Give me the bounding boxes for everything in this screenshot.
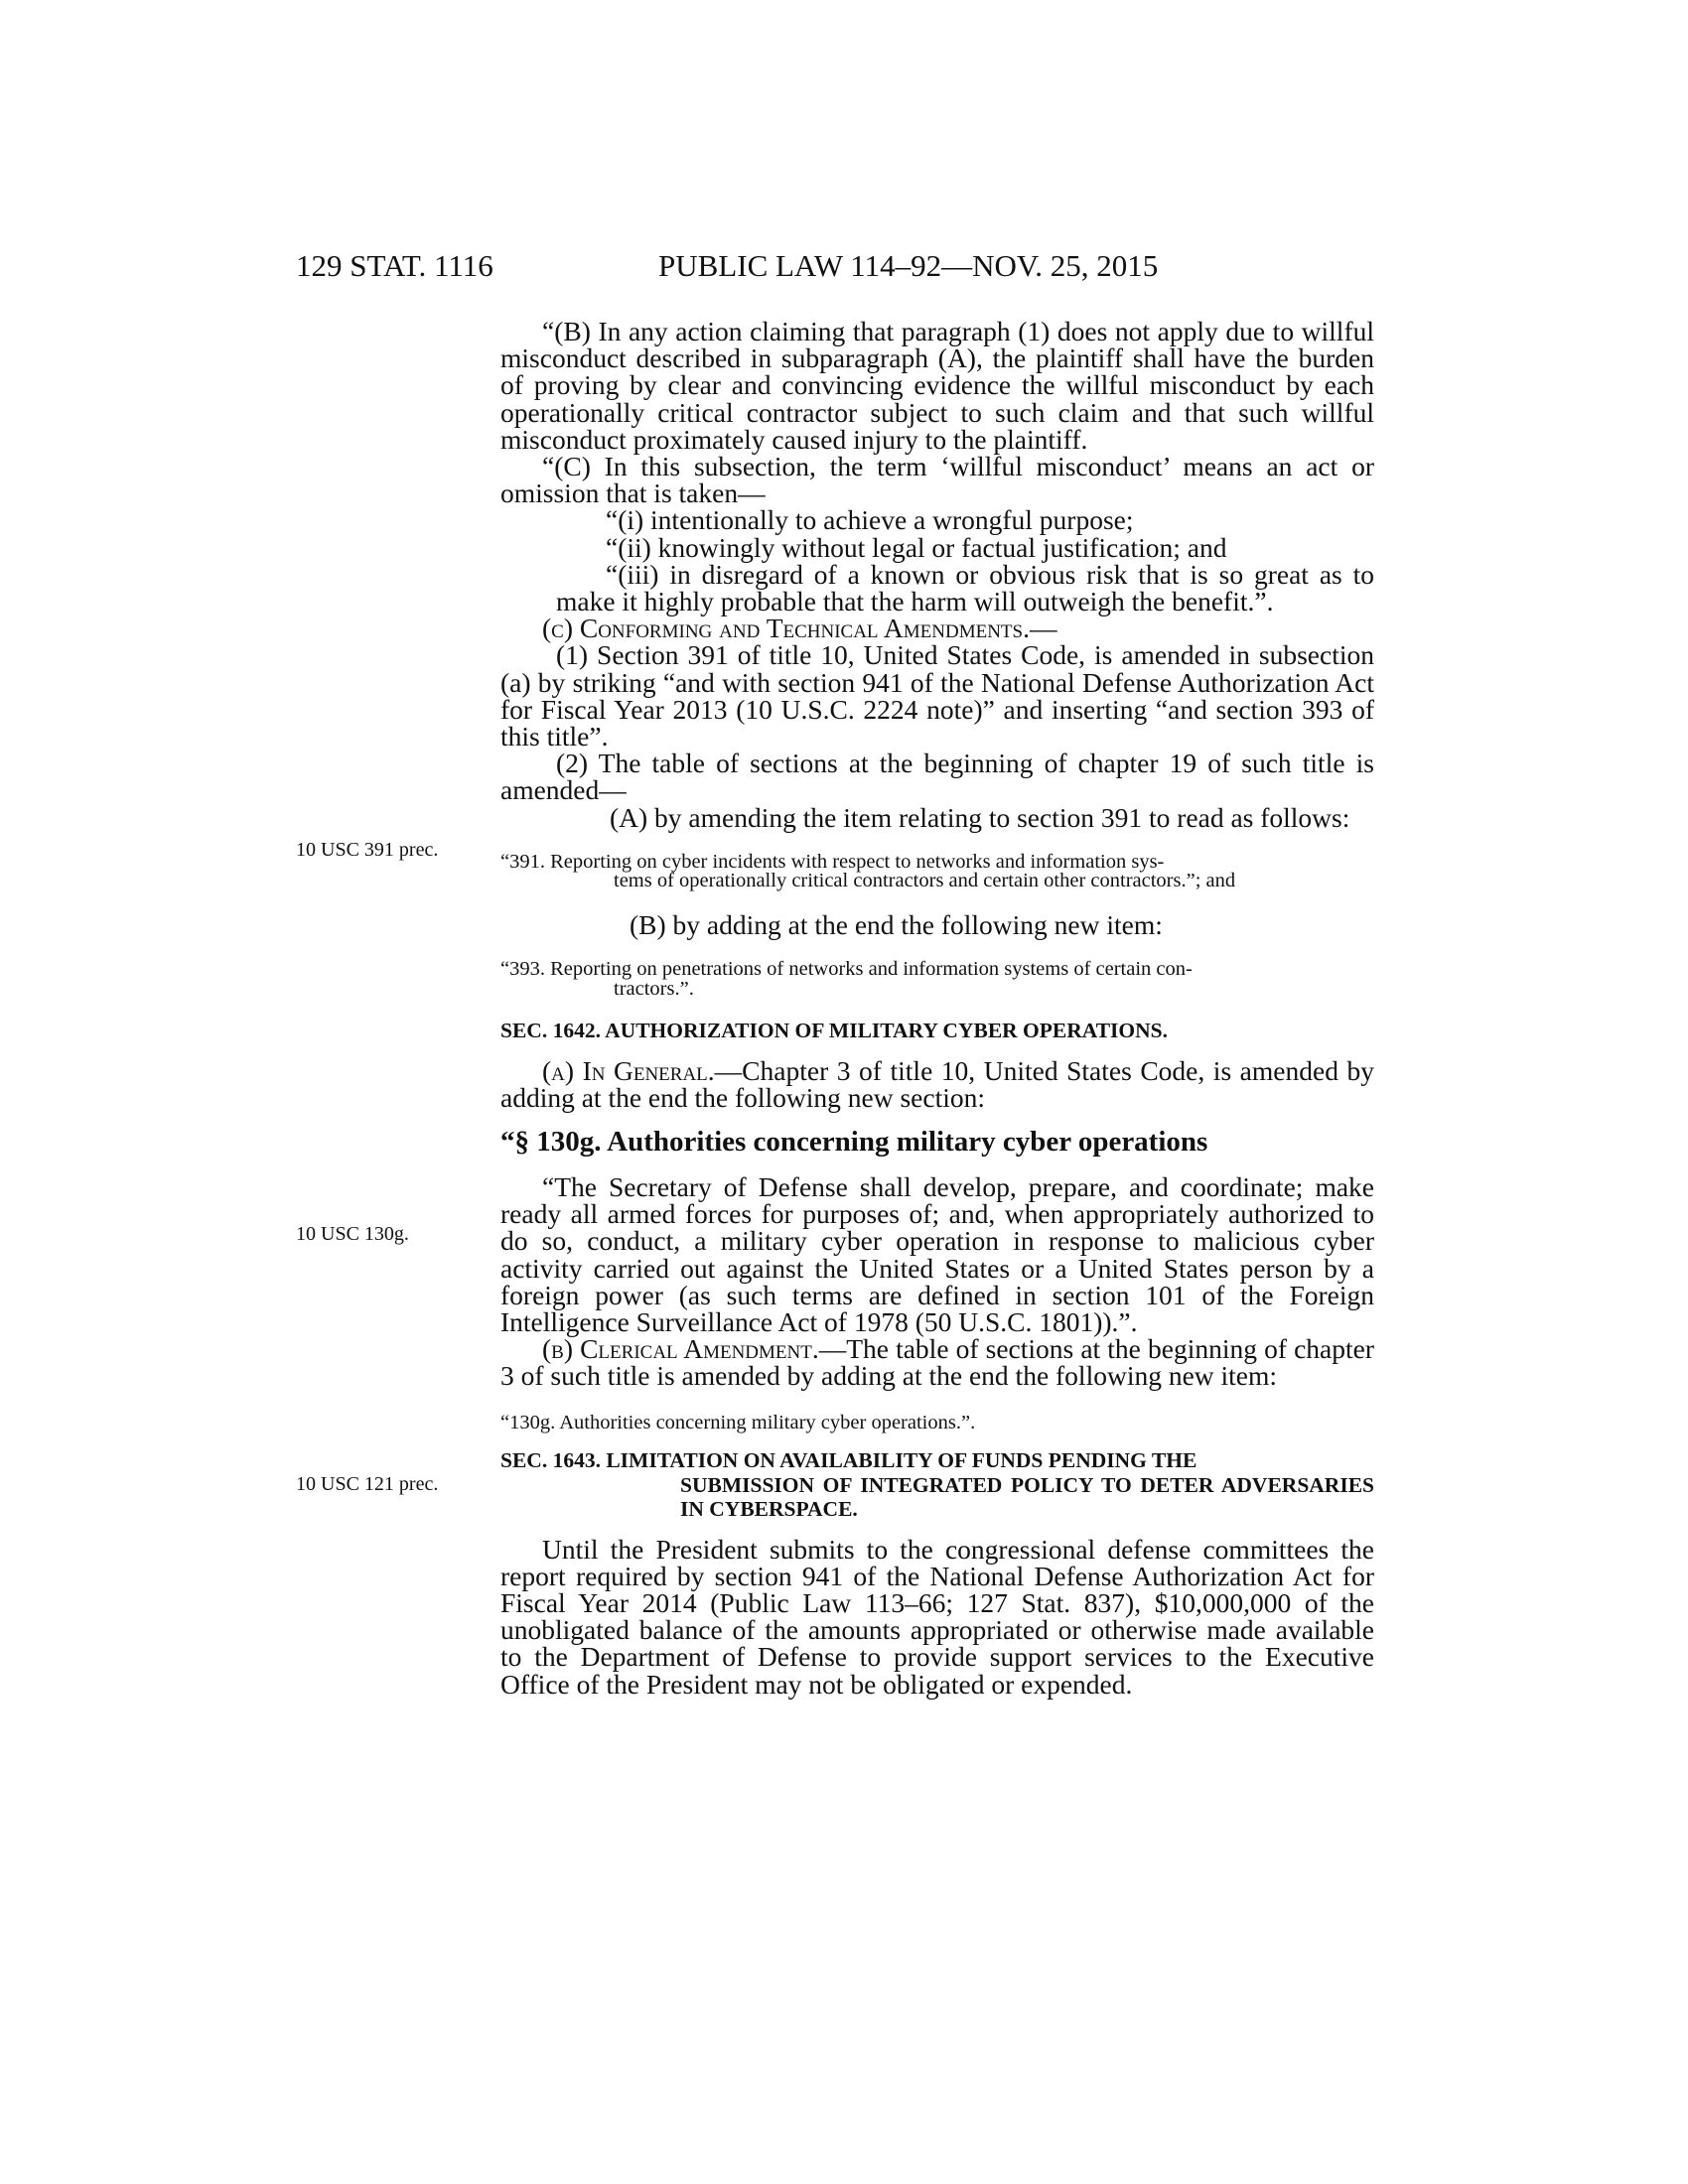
conforming-item-2: (2) The table of sections at the beginning of chapter 19 of such title is amended— bbox=[500, 748, 1374, 806]
table-item-391 bbox=[500, 850, 1374, 892]
conforming-amendments-label: (c) Conforming and Technical Amendments.— bbox=[542, 613, 1057, 644]
page-header bbox=[296, 248, 1373, 288]
conforming-item-2a-text: (A) by amending the item relating to section 391 to read as follows: bbox=[610, 801, 1350, 833]
page-number: 129 STAT. 1116 bbox=[296, 248, 493, 283]
document-body bbox=[500, 318, 1374, 1698]
section-1642-a bbox=[500, 1054, 1374, 1113]
section-1642-b-text: —The table of sections at the beginning of chapter 3 of such title is amended by adding at the end the following new item: bbox=[500, 1333, 1374, 1392]
section-1643-text: Until the President submits to the congressional defense committees the report required by section 941 of the National Defense Authorization Act for Fiscal Year 2014 (Public Law 113–66; 127 Stat. 837), $10,000,000 of the unobligated balance of the amounts appropriated or otherwise made available to the Department of Defense to provide support services to the Executive Office of the President may not be obligated or expended. bbox=[500, 1533, 1374, 1700]
clause-i: “(i) intentionally to achieve a wrongful purpose; bbox=[606, 504, 1134, 536]
margin-note-391: 10 USC 391 prec. bbox=[296, 839, 439, 861]
section-1642-a-text: —Chapter 3 of title 10, United States Code, is amended by adding at the end the following new section: bbox=[500, 1054, 1374, 1113]
clause-ii: “(ii) knowingly without legal or factual justification; and bbox=[606, 531, 1227, 563]
conforming-item-2b: (B) by adding at the end the following new item: bbox=[630, 908, 1163, 940]
conforming-item-1: (1) Section 391 of title 10, United States Code, is amended in subsection (a) by striking “and with section 941 of the National Defense Authorization Act for Fiscal Year 2013 (10 U.S.C. 2224 note)” and inserting “and section 393 of this title”. bbox=[500, 639, 1374, 752]
section-1643-heading bbox=[500, 1448, 1374, 1522]
section-130g-text: “The Secretary of Defense shall develop, prepare, and coordinate; make ready all armed forces for purposes of; and, when appropriately authorized to do so, conduct, a military cyber operation in response to malicious cyber activity carried out against the United States or a United States person by a foreign power (as such terms are defined in section 101 of the Foreign Intelligence Surveillance Act of 1978 (50 U.S.C. 1801)).”. bbox=[500, 1170, 1374, 1337]
section-1642-b-label: (b) Clerical Amendment. bbox=[542, 1333, 819, 1365]
paragraph-c: “(C) In this subsection, the term ‘willful misconduct’ means an act or omission that is taken— bbox=[500, 451, 1374, 509]
table-item-393 bbox=[500, 960, 1374, 999]
running-title: PUBLIC LAW 114–92—NOV. 25, 2015 bbox=[658, 248, 1159, 283]
conforming-item-2a bbox=[500, 801, 1374, 833]
section-1643-heading-line1: SEC. 1643. LIMITATION ON AVAILABILITY OF FUNDS PENDING THE bbox=[500, 1448, 1197, 1473]
section-1643-heading-tail: SUBMISSION OF INTEGRATED POLICY TO DETER ADVERSARIES IN CYBERSPACE. bbox=[680, 1472, 1374, 1522]
clause-iii: “(iii) in disregard of a known or obvious risk that is so great as to make it highly probable that the harm will outweigh the benefit.”. bbox=[556, 558, 1374, 617]
table-item-130g: “130g. Authorities concerning military cyber operations.”. bbox=[500, 1411, 976, 1433]
margin-note-121: 10 USC 121 prec. bbox=[296, 1473, 439, 1495]
section-1642-a-label: (a) In General. bbox=[542, 1054, 715, 1086]
section-1642-b bbox=[500, 1333, 1374, 1392]
item-393-cont: tractors.”. bbox=[614, 977, 694, 1000]
section-1642-heading: SEC. 1642. AUTHORIZATION OF MILITARY CYBER OPERATIONS. bbox=[500, 1019, 1169, 1043]
item-391-cont: tems of operationally critical contractors and certain other contractors.”; and bbox=[614, 870, 1236, 892]
item-393-line1: “393. Reporting on penetrations of networks and information systems of certain con- bbox=[500, 958, 1193, 981]
margin-note-130g: 10 USC 130g. bbox=[296, 1223, 409, 1245]
item-391-line1: “391. Reporting on cyber incidents with respect to networks and information sys- bbox=[500, 850, 1165, 873]
section-130g-title: “§ 130g. Authorities concerning military cyber operations bbox=[500, 1125, 1208, 1158]
paragraph-b: “(B) In any action claiming that paragraph (1) does not apply due to willful misconduct described in subparagraph (A), the plaintiff shall have the burden of proving by clear and convincing evidence the willful misconduct by each operationally critical contractor subject to such claim and that such willful misconduct proximately caused injury to the plaintiff. bbox=[500, 316, 1374, 455]
